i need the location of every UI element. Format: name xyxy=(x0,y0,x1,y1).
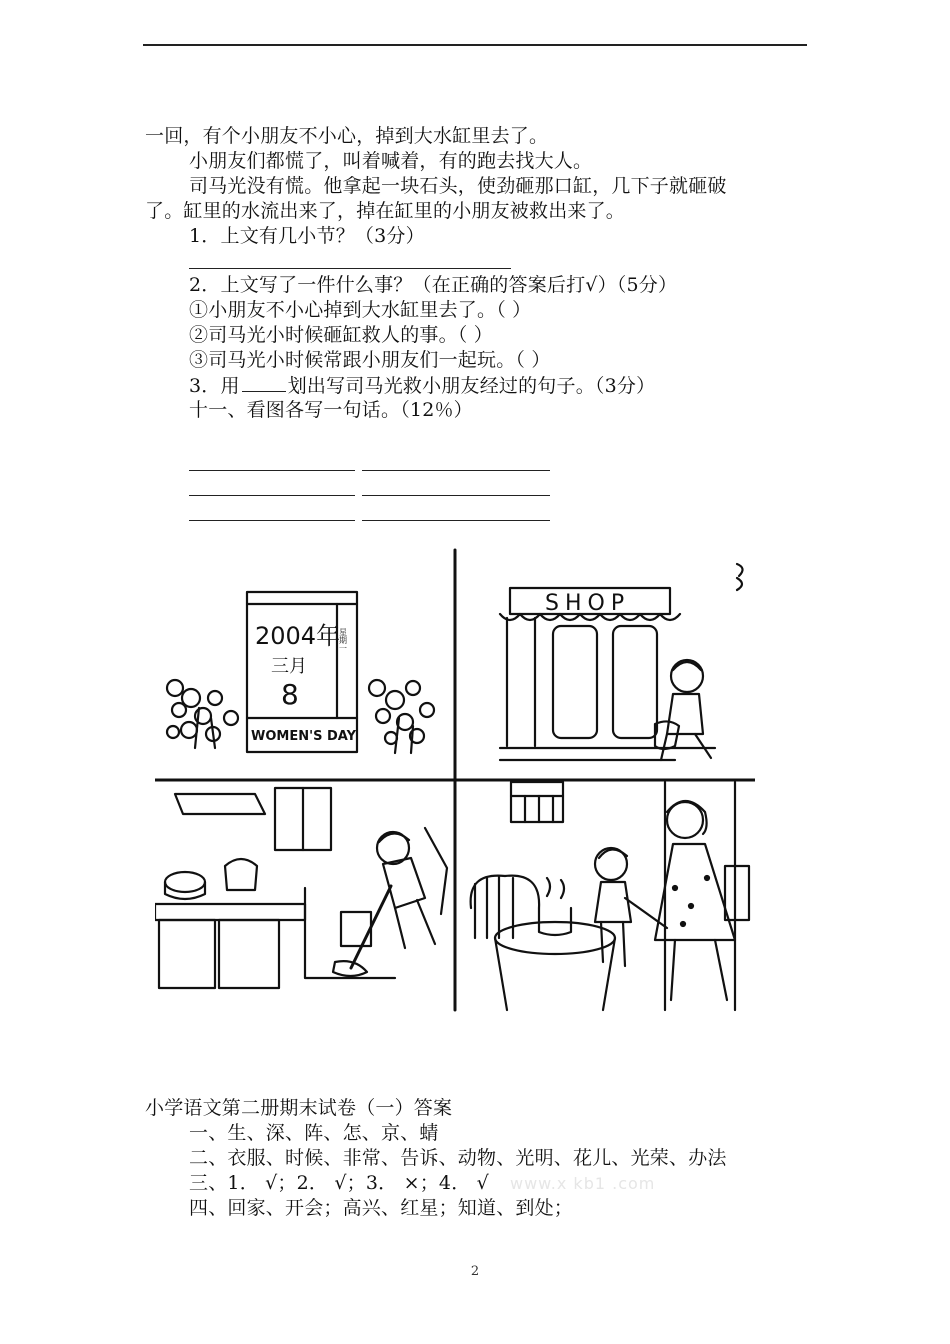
shop-door-right xyxy=(613,626,657,738)
passage-line-4: 了。缸里的水流出来了，掉在缸里的小朋友被救出来了。 xyxy=(145,200,626,222)
answer-line[interactable] xyxy=(189,520,355,521)
question-2: 2．上文写了一件什么事？（在正确的答案后打√）（5分） xyxy=(189,274,678,296)
shop-sign-text: SHOP xyxy=(545,591,631,616)
answers-title: 小学语文第二册期末试卷（一）答案 xyxy=(145,1097,453,1119)
passage-line-3: 司马光没有慌。他拿起一块石头，使劲砸那口缸，几下子就砸破 xyxy=(189,175,727,197)
wall-calendar xyxy=(511,782,563,822)
question-3 xyxy=(189,373,655,398)
boy-head xyxy=(671,660,703,692)
answer-line[interactable] xyxy=(362,470,550,471)
mother-dress xyxy=(655,844,735,940)
cabinet-left xyxy=(159,920,215,988)
question-3-prefix: 3．用 xyxy=(189,375,240,397)
flowers-right-icon xyxy=(369,680,434,753)
answer-1: 一、生、深、阵、怎、京、蜻 xyxy=(189,1122,439,1144)
page-number: 2 xyxy=(470,1264,480,1279)
calendar-caption: WOMEN'S DAY xyxy=(251,729,356,744)
chair-icon xyxy=(471,876,539,908)
bucket-icon xyxy=(341,912,371,946)
answer-line[interactable] xyxy=(362,495,550,496)
watermark: www.x kb1 .com xyxy=(510,1174,656,1193)
answer-line[interactable] xyxy=(189,470,355,471)
cabinet-right xyxy=(219,920,279,988)
range-hood xyxy=(175,794,265,814)
mop-handle xyxy=(351,886,391,968)
question-2-option-3: ③司马光小时候常跟小朋友们一起玩。（ ） xyxy=(189,349,551,371)
answer-4: 四、回家、开会；高兴、红星；知道、到处； xyxy=(189,1197,574,1219)
shop-door-left xyxy=(553,626,597,738)
passage-line-1: 一回，有个小朋友不小心，掉到大水缸里去了。 xyxy=(145,125,549,147)
handbag-icon xyxy=(725,866,749,920)
calendar-weekday: 星期一 xyxy=(338,628,348,652)
calendar-day: 8 xyxy=(281,678,299,711)
question-2-option-1: ①小朋友不小心掉到大水缸里去了。（ ） xyxy=(189,299,532,321)
flowers-left-icon xyxy=(167,680,238,748)
calendar-panel xyxy=(167,592,434,753)
underline-sample xyxy=(242,373,286,392)
four-panel-illustration xyxy=(155,548,755,1013)
calendar-year: 2004年 xyxy=(255,622,341,650)
calendar-month: 三月 xyxy=(271,656,307,677)
question-1-answer-line[interactable] xyxy=(189,268,511,269)
answer-line[interactable] xyxy=(189,495,355,496)
question-2-option-2: ②司马光小时候砸缸救人的事。（ ） xyxy=(189,324,493,346)
home-panel xyxy=(471,782,749,1010)
kitchen-panel xyxy=(155,788,447,988)
kitchen-counter xyxy=(155,904,305,920)
question-1: 1．上文有几小节？（3分） xyxy=(189,225,425,247)
passage-line-2: 小朋友们都慌了，叫着喊着，有的跑去找大人。 xyxy=(189,150,593,172)
shop-panel xyxy=(500,564,743,760)
answer-2: 二、衣服、时候、非常、告诉、动物、光明、花儿、光荣、办法 xyxy=(189,1147,727,1169)
boy-body xyxy=(383,858,425,908)
boy-body xyxy=(595,882,631,922)
question-3-suffix: 划出写司马光救小朋友经过的句子。（3分） xyxy=(287,375,656,397)
boy-body xyxy=(667,694,703,734)
kettle-icon xyxy=(225,859,257,890)
header-rule xyxy=(143,44,807,46)
answer-line[interactable] xyxy=(362,520,550,521)
section-11-heading: 十一、看图各写一句话。（12％） xyxy=(189,399,473,421)
cooking-pot-icon xyxy=(165,872,205,892)
answer-3: 三、1． √；2． √；3． ×；4． √ xyxy=(189,1172,489,1194)
